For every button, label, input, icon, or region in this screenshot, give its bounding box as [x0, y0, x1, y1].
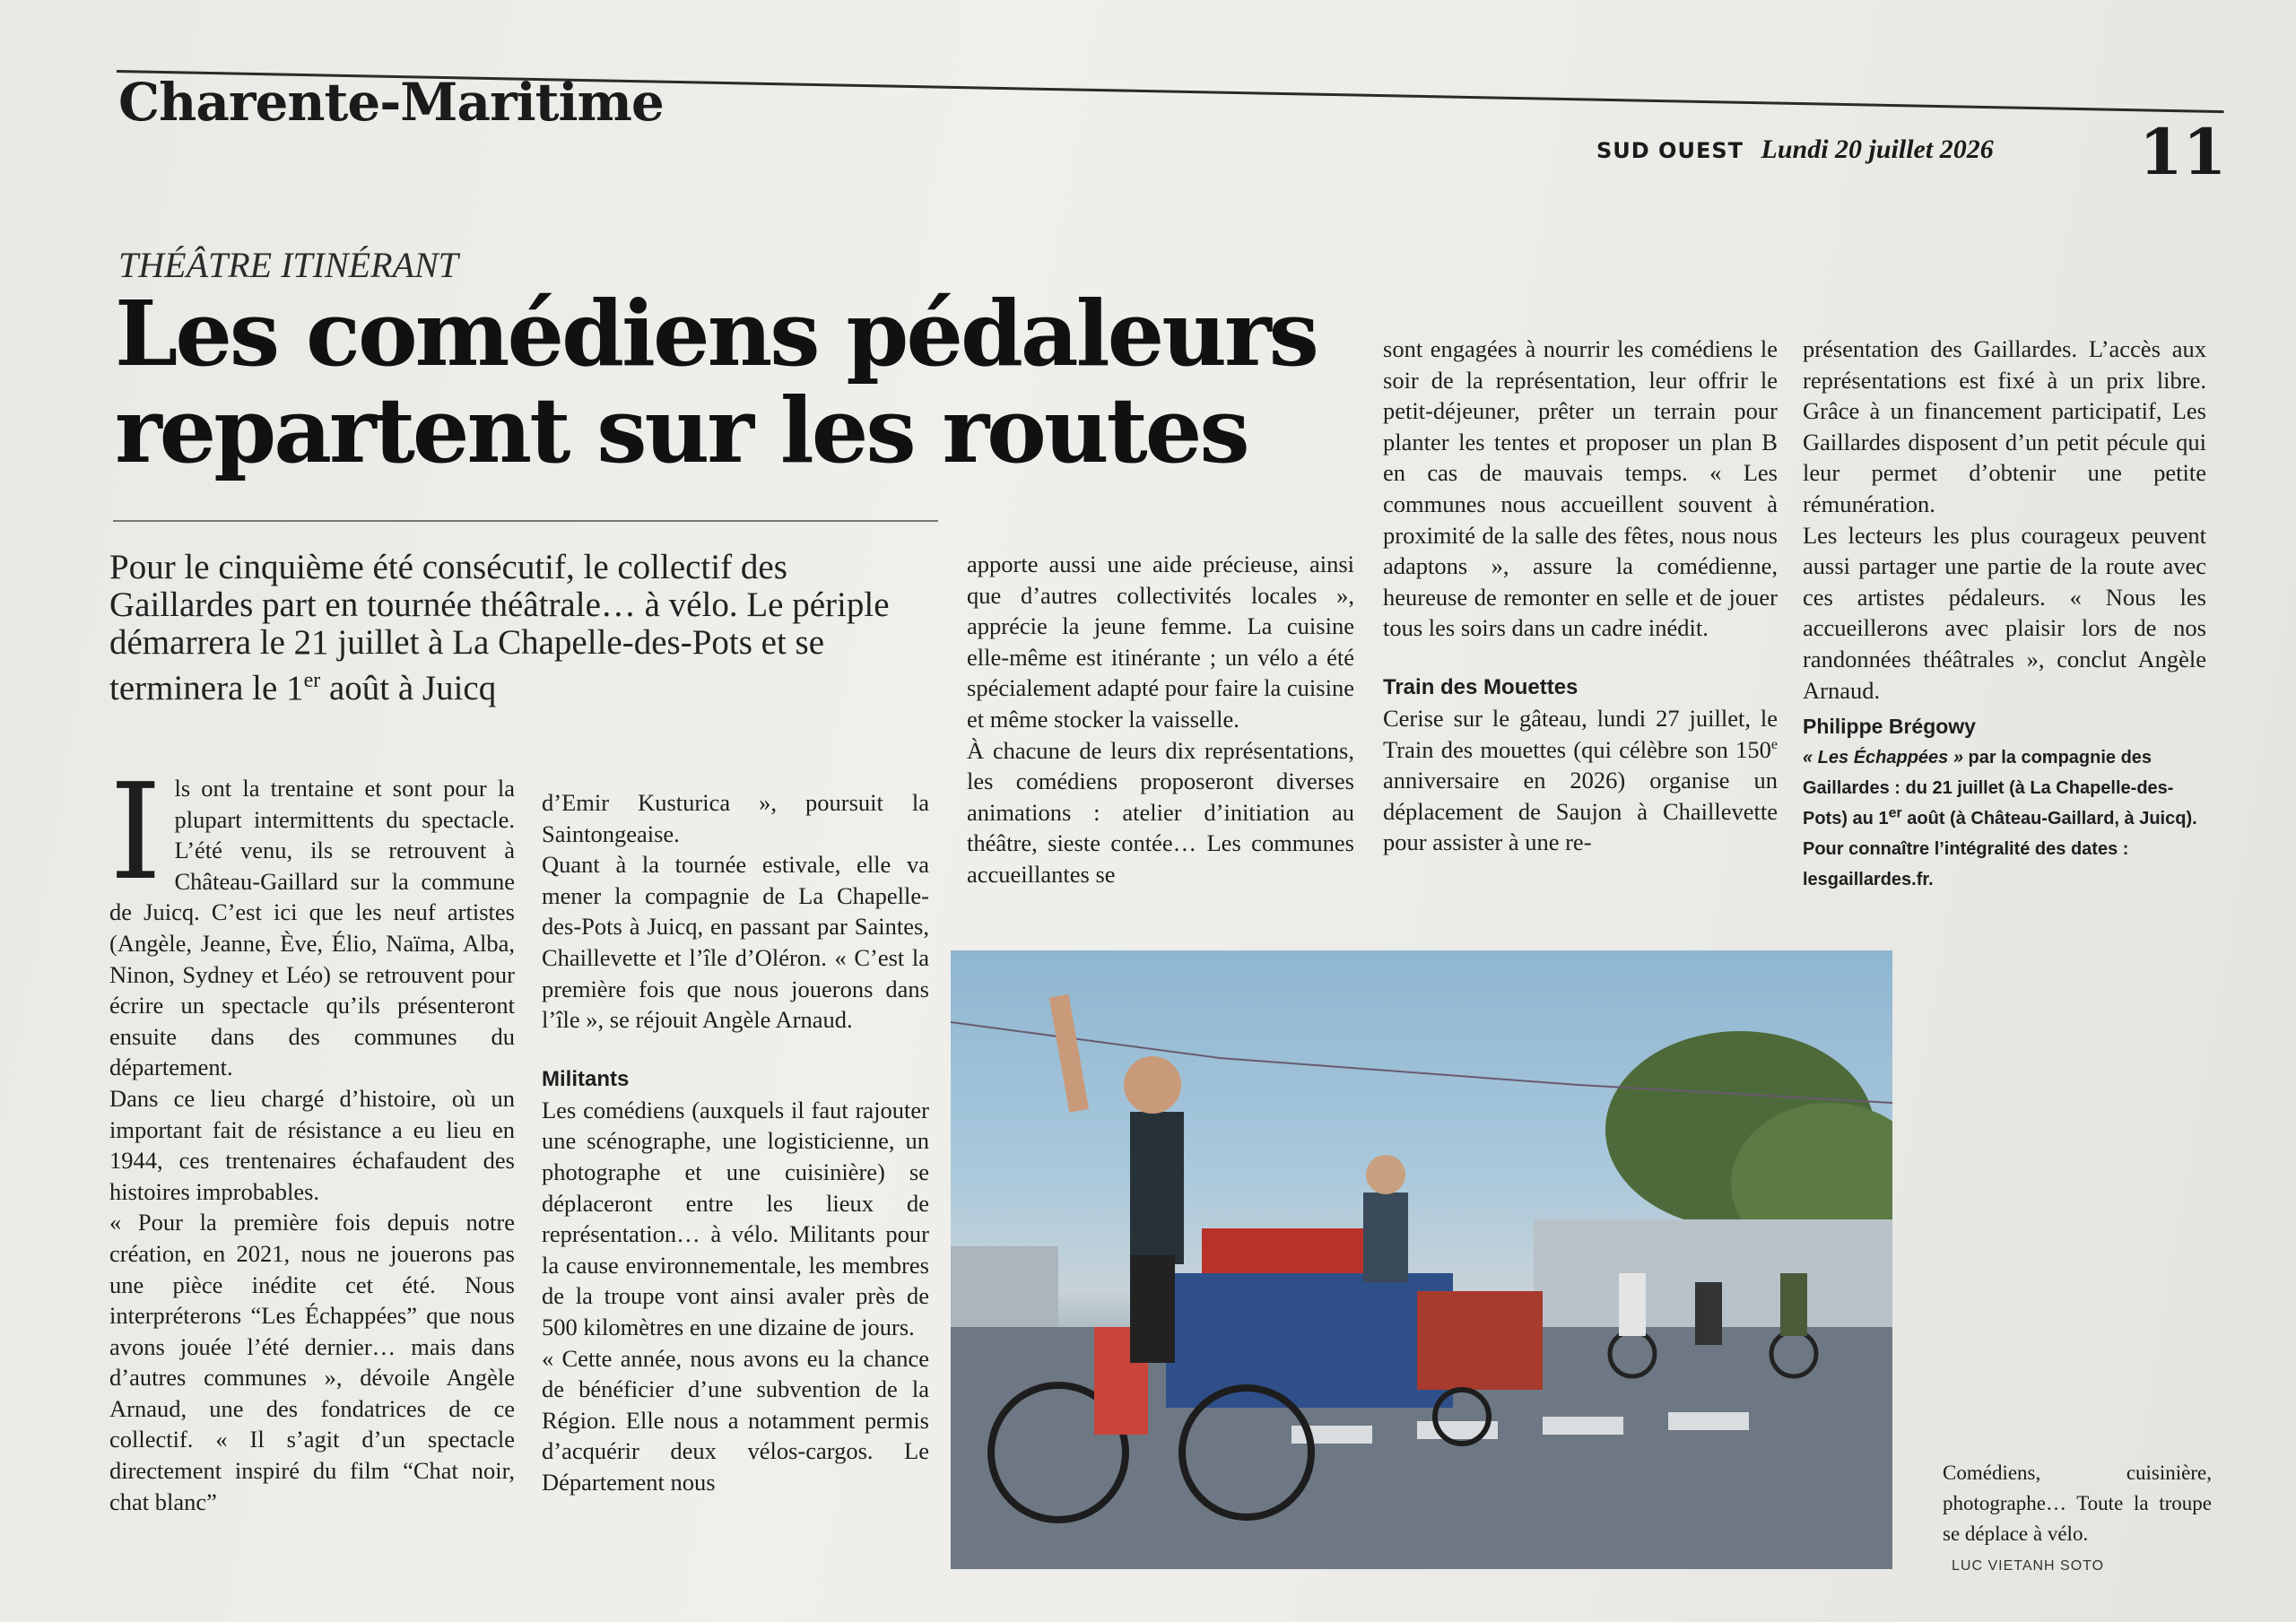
photo-caption: Comédiens, cuisinière, photographe… Toute la troupe se déplace à vélo. [1943, 1462, 2212, 1545]
article-kicker: THÉÂTRE ITINÉRANT [118, 245, 458, 285]
lead-end: août à Juicq [320, 669, 497, 707]
rider-body-shape [1130, 1112, 1184, 1264]
lead-sup: er [303, 669, 321, 692]
column-2-paragraph-4: « Cette année, nous avons eu la chance de bénéficier d’une subvention de la Région. Elle nous a notamment permis d’acquérir deux vélos-cargos. Le Département nous [542, 1344, 929, 1496]
subhead-train: Train des Mouettes [1383, 674, 1578, 699]
article-photo [951, 950, 1892, 1569]
lead-rule [113, 520, 938, 522]
column-3-paragraph-1: apporte aussi une aide précieuse, ainsi que d’autres collectivités locales », apprécie la jeune femme. La cuisine elle-même est itinérante ; un vélo a été spécialement adapté pour faire la cuisine et même stocker la vaisselle. [967, 551, 1354, 733]
event-info-box [1803, 742, 2206, 895]
photo-illustration [951, 950, 1892, 1569]
rider-legs-shape [1130, 1255, 1175, 1363]
column-3 [967, 549, 1354, 890]
column-4 [1383, 334, 1778, 858]
second-rider-shape [1363, 1193, 1408, 1282]
author-signature: Philippe Brégowy [1803, 715, 1976, 739]
column-4-text-2a: Cerise sur le gâteau, lundi 27 juillet, le Train des mouettes (qui célèbre son 150 [1383, 704, 1778, 763]
column-2-paragraph-2: Quant à la tournée estivale, elle va mener la compagnie de La Chapelle-des-Pots à Juicq, en passant par Saintes, Chaillevette et l’île d’Oléron. « C’est la première fois que nous jouerons dans l’île », se réjouit Angèle Arnaud. [542, 851, 929, 1034]
column-2-paragraph-3: Les comédiens (auxquels il faut rajouter une scénographe, une logisticienne, un photographe et une cuisinière) se déplaceront entre les lieux de représentation… à vélo. Militants pour la cause environnementale, les membres de la troupe vont ainsi avaler près de 500 kilomètres en une dizaine de jours. [542, 1096, 929, 1340]
lead-text: Pour le cinquième été consécutif, le collectif des Gaillardes part en tournée théâtrale… à vélo. Le périple démarrera le 21 juillet à La Chapelle-des-Pots et se terminera le 1 [109, 548, 890, 707]
column-1-text-1: ls ont la trentaine et sont pour la plupart intermittents du spectacle. L’été venu, ils se retrouvent à Château-Gaillard sur la commune de Juicq. C’est ici que les neuf artistes (Angèle, Jeanne, Ève, Élio, Naïma, Alba, Ninon, Sydney et Léo) se retrouvent pour écrire un spectacle qu’ils présenteront ensuite dans des communes du département. [109, 775, 515, 1081]
page-number: 11 [2139, 115, 2227, 189]
second-rider-head-shape [1366, 1155, 1405, 1194]
cyclist-shape [1619, 1273, 1646, 1336]
cargo-bike-shape [1166, 1273, 1453, 1408]
info-end: août (à Château-Gaillard, à Juicq). Pour connaître l’intégralité des dates : lesgaillardes.fr. [1803, 808, 2197, 889]
cyclist-shape [1695, 1282, 1722, 1345]
headline-line-2: repartent sur les routes [115, 377, 1248, 483]
column-1-paragraph-1 [109, 755, 515, 1083]
column-2 [542, 787, 929, 1497]
cyclist-shape [1780, 1273, 1807, 1336]
photo-credit: LUC VIETANH SOTO [1952, 1558, 2105, 1574]
article-headline [115, 281, 1370, 483]
column-4-text-2b: anniversaire en 2026) organise un déplacement de Saujon à Chaillevette pour assister à une re- [1383, 767, 1778, 856]
column-4-sup: e [1770, 736, 1778, 752]
rider-head-shape [1124, 1056, 1181, 1114]
crosswalk-stripe [1668, 1412, 1749, 1430]
drop-cap: I [109, 755, 162, 909]
raised-arm-shape [1049, 994, 1089, 1113]
column-4-paragraph-2 [1383, 703, 1778, 858]
column-4-paragraph-1: sont engagées à nourrir les comédiens le soir de la représentation, leur offrir le petit-déjeuner, prêter un terrain pour planter les tentes et proposer un plan B en cas de mauvais temps. « Les communes nous accueillent souvent à proximité de la salle des fêtes, nous nous adaptons », assure la comédienne, heureuse de remonter en selle et de jouer tous les soirs dans un cadre inédit. [1383, 335, 1778, 642]
info-sup: er [1888, 805, 1902, 821]
crosswalk-stripe [1543, 1417, 1623, 1435]
info-mid: par la compagnie des Gaillardes : du 21 juillet (à La Chapelle-des-Pots) au 1 [1803, 747, 2174, 828]
column-5-paragraph-2: Les lecteurs les plus courageux peuvent aussi partager une partie de la route avec ces artistes pédaleurs. « Nous les accueillerons avec plaisir lors de nos randonnées théâtrales », conclut Angèle Arnaud. [1803, 521, 2206, 704]
article-lead [109, 549, 890, 707]
brand-name: SUD OUEST [1596, 138, 1744, 163]
column-2-paragraph-1: d’Emir Kusturica », poursuit la Saintongeaise. [542, 789, 929, 847]
column-5-paragraph-1: présentation des Gaillardes. L’accès aux représentations est fixé à un prix libre. Grâce à un financement participatif, Les Gaillardes disposent d’un petit pécule qui leur permet d’obtenir une petite rémunération. [1803, 335, 2206, 517]
section-title: Charente-Maritime [118, 72, 664, 133]
issue-date: Lundi 20 juillet 2026 [1761, 134, 1994, 164]
info-title: « Les Échappées » [1803, 747, 1963, 768]
masthead [1596, 134, 1994, 165]
cargo-box-shape [1417, 1291, 1543, 1390]
column-1 [109, 755, 515, 1517]
column-1-paragraph-3: « Pour la première fois depuis notre création, en 2021, nous ne jouerons pas une pièce inédite cet été. Nous interpréterons “Les Échappées” que nous avons jouée l’été dernier… mais dans d’autres communes », dévoile Angèle Arnaud, une des fondatrices de ce collectif. « Il s’agit d’un spectacle directement inspiré du film “Chat noir, chat blanc” [109, 1209, 515, 1515]
subhead-militants: Militants [542, 1066, 630, 1091]
column-1-paragraph-2: Dans ce lieu chargé d’histoire, où un important fait de résistance a eu lieu en 1944, ces trentenaires échafaudent des histoires improbables. [109, 1084, 515, 1205]
column-5 [1803, 334, 2206, 895]
headline-line-1: Les comédiens pédaleurs [115, 281, 1317, 386]
column-3-paragraph-2: À chacune de leurs dix représentations, les comédiens proposeront diverses animations : atelier d’initiation au théâtre, sieste contée… Les communes accueillantes se [967, 736, 1354, 888]
